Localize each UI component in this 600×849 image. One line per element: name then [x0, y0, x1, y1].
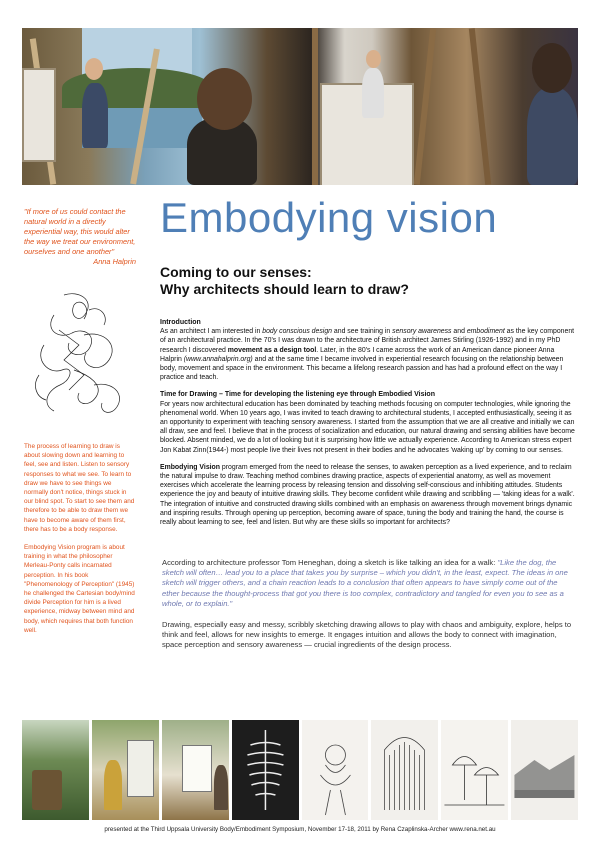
time-paragraph: For years now architectural education has been dominated by teaching methods focusing on computer technologies, while ignoring the phenomenal world. When 10 years ago, I was invited to teach drawing to architectural students, I accepted enthusiastically, seeing it as an opportunity to experiment with teaching sensory awareness. I started from the assumption that we are all creative and initially we can all draw, see and feel. I believe that in the process of socialization and education, our natural drawing and sensing abilities have become blocked. Absent minded, we do a lot of looking but it is surprising how little we actually experience. According to American stress expert Jon Kabat Zinn(1944-) most people live their lives not present in their bodies and he advocates 'waking up' by coming to our senses.	[160, 400, 575, 454]
photo-students-drawing	[92, 720, 159, 820]
main-body	[160, 318, 575, 535]
sidebar-paragraph: The process of learning to draw is about slowing down and learning to feel, see and listen. Listen to sensory responses to what we see. To learn to draw we have to see things we normally don't notice, things stuck in our blind spot. To start to see them and therefore to be able to draw them we have to become aware of them first, there has to be a body response.	[24, 443, 135, 533]
header-photo-collage	[22, 28, 578, 185]
photo-easels	[162, 720, 229, 820]
program-paragraph: Embodying Vision program emerged from the need to release the senses, to awaken perception as a lived experience, and to reclaim the natural impulse to draw. Teaching method combines drawing practice, aspects of experiential anatomy, as well as movement exercises which accelerate the learning process by releasing tension and dissolving self-conscious and inhibiting attitudes. Students experience the joy and beauty of intuitive drawing skills. They become confident while drawing and scribbling — 'taking ideas for a walk'. The integration of intuitive and constructed drawing skills combined with an emphasis on awareness through movement brings dynamic and inspiring results. Through opening up perception, becoming aware of space, tuning the body and training the hand, the course is really about learning to see, feel and listen. But why are these skills so important for architects?	[160, 463, 575, 527]
heneghan-quote: "Like the dog, the sketch will often… lead you to a place that takes you by surprise – which you didn't, in the least, expect. The ideas in one sketch will trigger others, and a chain reaction leads to a conclusion that often appears to have simply come out of the ether because the thought-process that got you there is too complex, contradictory and tangled for even you to see as a whole, or to explain."	[162, 558, 568, 608]
drawing-skeleton	[232, 720, 299, 820]
time-heading: Time for Drawing – Time for developing the listening eye through Embodied Vision	[160, 391, 435, 399]
drawing-landscape	[511, 720, 578, 820]
quote-text: "If more of us could contact the natural world in a directly experiential way, this would alter the way we treat our environment, ourselves and one another"	[24, 207, 136, 256]
intro-paragraph: As an architect I am interested in body conscious design and see training in sensory awareness and embodiment as the key component of an architectural practice. In the 70's I was drawn to the architecture of British architect James Stirling (1926-1992) and in my PhD research I discovered movement as a design tool. Later, in the 80's I came across the work of an American dance pioneer Anna Halprin (www.annahalprin.org) and at the same time I became involved in experiential research focusing on the relationship between body, movement and space in the environment. This became a lifelong research passion and has had a profound effect on the way I practice and teach.	[160, 328, 575, 382]
drawing-figure-sketch	[302, 720, 369, 820]
heneghan-paragraph: According to architecture professor Tom Heneghan, doing a sketch is like talking an idea for a walk: "Like the dog, the sketch will often… lead you to a place that takes you by surprise – which you didn't, in the least, expect. The ideas in one sketch will trigger others, and a chain reaction leads to a conclusion that often appears to have simply come out of the ether because the thought-process that got you there is too complex, contradictory and tangled for even you to see as a whole, or to explain."	[162, 558, 568, 608]
quote-author: Anna Halprin	[93, 257, 136, 266]
footer-credit: presented at the Third Uppsala University Body/Embodiment Symposium, November 17-18, 2011 by Rena Czaplinska-Archer www.rena.net.au	[104, 826, 496, 833]
sidebar-notes	[24, 442, 136, 644]
bottom-photo-strip	[22, 720, 578, 820]
page-title: Embodying vision	[160, 194, 498, 241]
subtitle-line-1: Coming to our senses:	[160, 264, 312, 280]
closing-paragraph: Drawing, especially easy and messy, scribbly sketching drawing allows to play with chaos and ambiguity, explore, helps to think and feel, allows for new insights to emerge. It engages intuition and allows the body to connect with imagination, space perception and sensory awareness — crucial ingredients of the design process.	[162, 620, 572, 650]
halprin-quote	[24, 207, 136, 267]
figure-line-sketch	[24, 285, 136, 425]
intro-heading: Introduction	[160, 319, 201, 326]
photo-outdoor-landscape	[22, 720, 89, 820]
drawing-architecture	[371, 720, 438, 820]
subtitle-line-2: Why architects should learn to draw?	[160, 281, 409, 297]
page-subtitle	[160, 264, 409, 298]
drawing-mushrooms	[441, 720, 508, 820]
sidebar-paragraph: Embodying Vision program is about training in what the philosopher Merleau-Ponty calls incarnated perception. In his book "Phenomenology of Perception" (1945) he challenged the Cartesian body/mind divide Perception for him is a lived experience, midway between mind and body, which requires that both function well.	[24, 544, 135, 634]
